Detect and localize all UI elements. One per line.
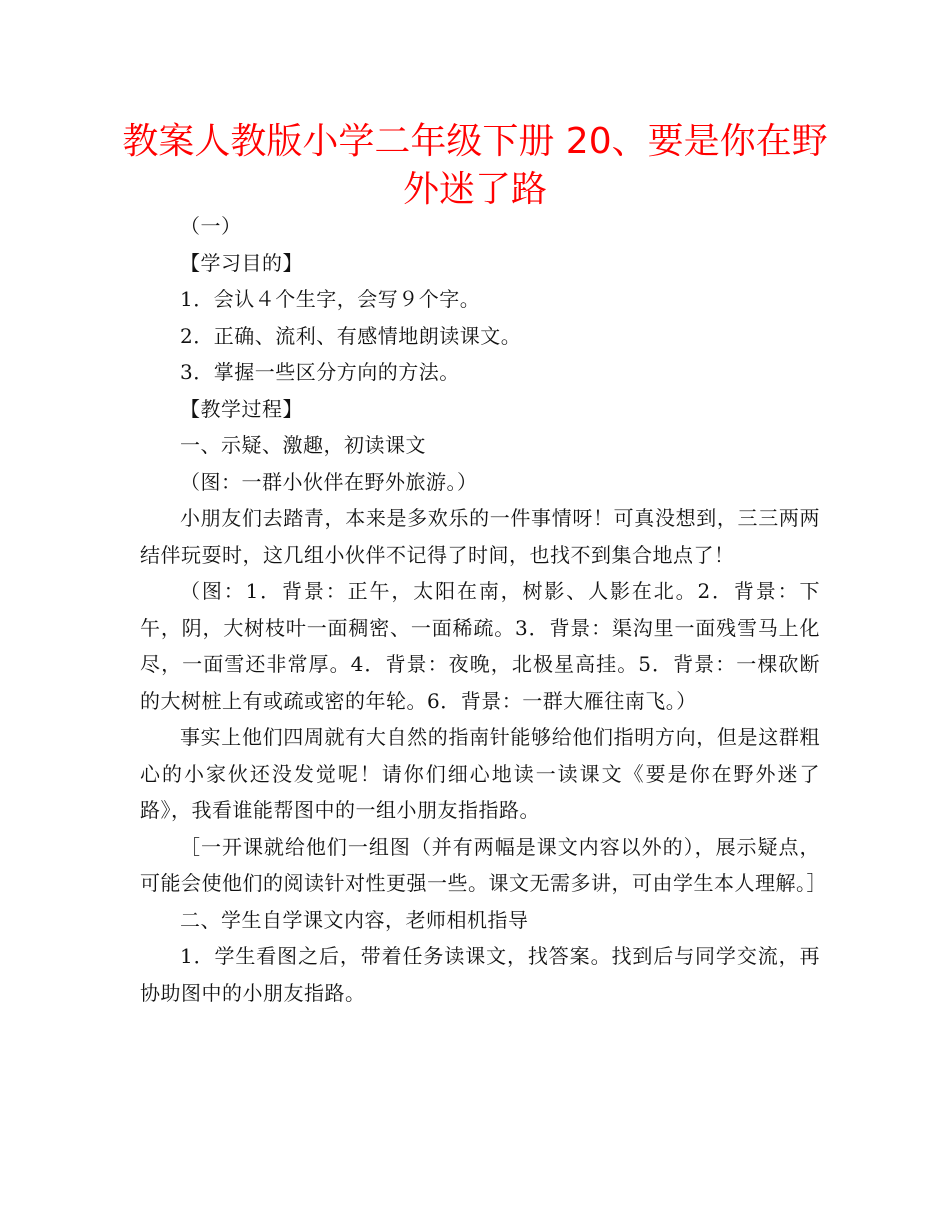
list-item: 1．会认４个生字，会写９个字。 [180,287,481,311]
subsection-heading: 二、学生自学课文内容，老师相机指导 [180,907,529,932]
list-item: 2．正确、流利、有感情地朗读课文。 [180,323,522,348]
subsection-heading: 一、示疑、激趣，初读课文 [180,433,426,457]
list-item: 3．掌握一些区分方向的方法。 [180,360,460,384]
paragraph: ［一开课就给他们一组图（并有两幅是课文内容以外的），展示疑点，可能会使他们的阅读针对性更强一些。课文无需多讲，可由学生本人理解。］ [140,834,827,895]
paragraph: （图：一群小伙伴在野外旅游。） [180,469,478,494]
document-title: 教案人教版小学二年级下册 20、要是你在野外迷了路 [122,121,828,210]
list-item: 1．学生看图之后，带着任务读课文，找答案。找到后与同学交流，再协助图中的小朋友指路。 [140,944,820,1005]
paragraph: （一） [180,214,242,238]
document-body [140,208,827,1011]
section-heading: 【学习目的】 [180,250,303,275]
paragraph: 小朋友们去踏青，本来是多欢乐的一件事情呀！可真没想到，三三两两结伴玩耍时，这几组小伙伴不记得了时间，也找不到集合地点了！ [140,506,820,567]
paragraph: 事实上他们四周就有大自然的指南针能够给他们指明方向，但是这群粗心的小家伙还没发觉呢！请你们细心地读一读课文《要是你在野外迷了路》，我看谁能帮图中的一组小朋友指指路。 [140,725,820,822]
section-heading: 【教学过程】 [180,396,303,421]
paragraph: （图：1．背景：正午，太阳在南，树影、人影在北。2．背景：下午，阴，大树枝叶一面稠密、一面稀疏。3．背景：渠沟里一面残雪马上化尽，一面雪还非常厚。4．背景：夜晚，北极星高挂。5．背景：一棵砍断的大树桩上有或疏或密的年轮。6．背景：一群大雁往南飞。） [140,579,820,713]
